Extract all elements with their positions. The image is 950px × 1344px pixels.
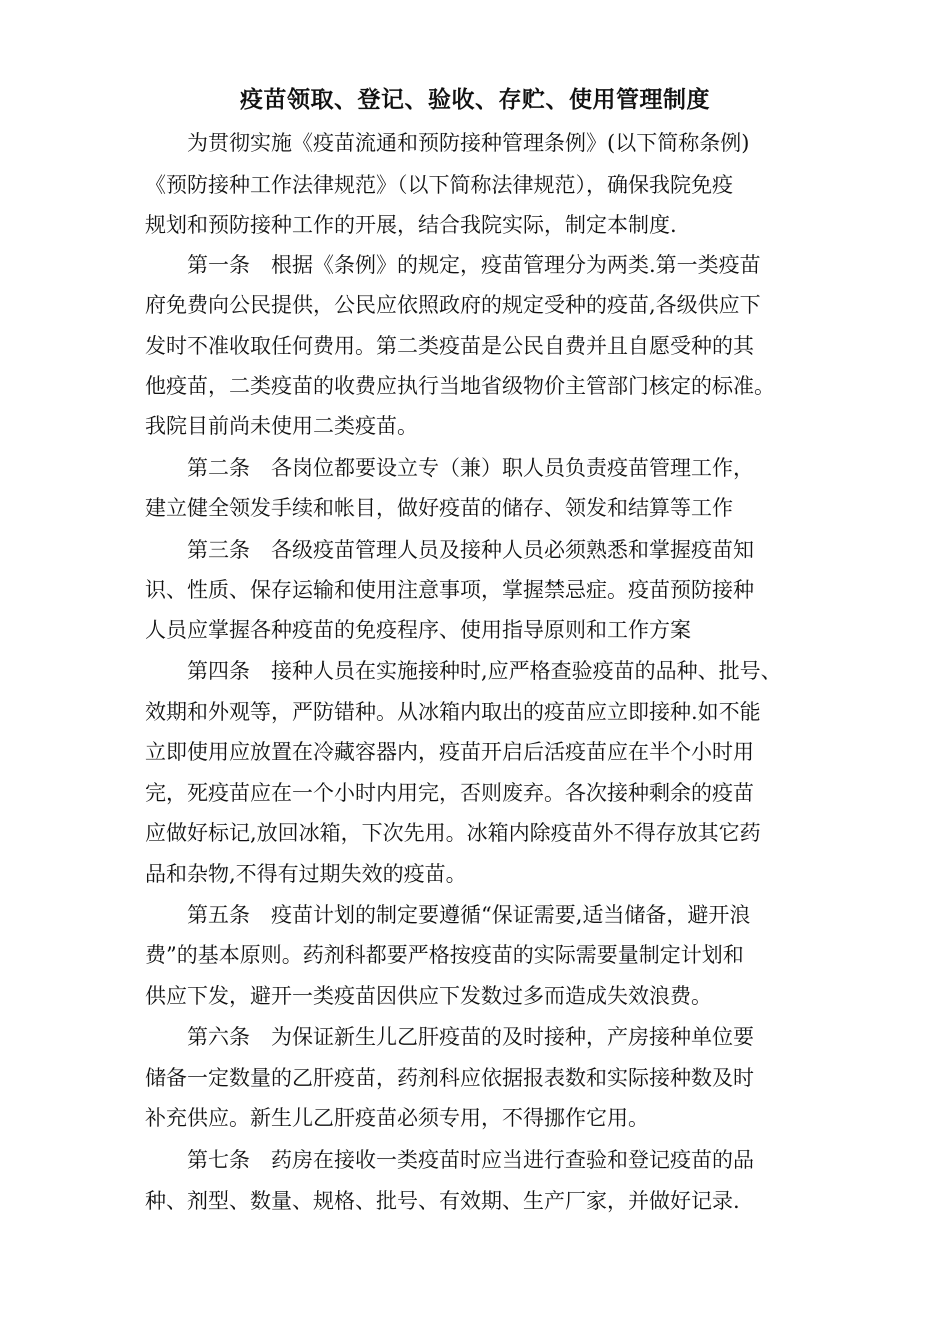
paragraph-line: 费”的基本原则。药剂科都要严格按疫苗的实际需要量制定计划和 <box>145 943 744 967</box>
paragraph-line: 第七条 药房在接收一类疫苗时应当进行查验和登记疫苗的品 <box>187 1148 754 1172</box>
paragraph-line: 第二条 各岗位都要设立专（兼）职人员负责疫苗管理工作， <box>187 456 754 480</box>
paragraph-line: 发时不准收取任何费用。第二类疫苗是公民自费并且自愿受种的其 <box>145 334 754 358</box>
paragraph-line: 品和杂物,不得有过期失效的疫苗。 <box>145 862 467 886</box>
paragraph-line: 第五条 疫苗计划的制定要遵循“保证需要,适当储备，避开浪 <box>187 903 751 927</box>
paragraph-line: 《预防接种工作法律规范》（以下简称法律规范），确保我院免疫 <box>145 173 733 197</box>
paragraph-line: 第四条 接种人员在实施接种时,应严格查验疫苗的品种、批号、 <box>187 659 782 683</box>
paragraph-line: 效期和外观等，严防错种。从冰箱内取出的疫苗应立即接种.如不能 <box>145 700 761 724</box>
paragraph-line: 补充供应。新生儿乙肝疫苗必须专用，不得挪作它用。 <box>145 1106 649 1130</box>
paragraph-line: 立即使用应放置在冷藏容器内，疫苗开启后活疫苗应在半个小时用 <box>145 740 754 764</box>
paragraph-line: 种、剂型、数量、规格、批号、有效期、生产厂家，并做好记录. <box>145 1189 740 1213</box>
paragraph-line: 第三条 各级疫苗管理人员及接种人员必须熟悉和掌握疫苗知 <box>187 538 754 562</box>
paragraph-line: 识、性质、保存运输和使用注意事项，掌握禁忌症。疫苗预防接种 <box>145 578 754 602</box>
paragraph-line: 完，死疫苗应在一个小时内用完，否则废弃。各次接种剩余的疫苗 <box>145 781 754 805</box>
paragraph-line: 储备一定数量的乙肝疫苗，药剂科应依据报表数和实际接种数及时 <box>145 1066 754 1090</box>
document-title: 疫苗领取、登记、验收、存贮、使用管理制度 <box>240 86 710 113</box>
paragraph-line: 我院目前尚未使用二类疫苗。 <box>145 414 418 438</box>
paragraph-line: 他疫苗，二类疫苗的收费应执行当地省级物价主管部门核定的标准。 <box>145 374 775 398</box>
paragraph-line: 应做好标记,放回冰箱，下次先用。冰箱内除疫苗外不得存放其它药 <box>145 821 761 845</box>
paragraph-line: 府免费向公民提供，公民应依照政府的规定受种的疫苗,各级供应下 <box>145 293 761 317</box>
paragraph-line: 规划和预防接种工作的开展，结合我院实际，制定本制度. <box>145 213 677 237</box>
paragraph-line: 为贯彻实施《疫苗流通和预防接种管理条例》(以下简称条例) <box>187 131 750 155</box>
paragraph-line: 第六条 为保证新生儿乙肝疫苗的及时接种，产房接种单位要 <box>187 1025 754 1049</box>
paragraph-line: 人员应掌握各种疫苗的免疫程序、使用指导原则和工作方案 <box>145 618 691 642</box>
paragraph-line: 供应下发，避开一类疫苗因供应下发数过多而造成失效浪费。 <box>145 984 712 1008</box>
paragraph-line: 建立健全领发手续和帐目，做好疫苗的储存、领发和结算等工作 <box>145 496 733 520</box>
paragraph-line: 第一条 根据《条例》的规定，疫苗管理分为两类.第一类疫苗 <box>187 253 761 277</box>
